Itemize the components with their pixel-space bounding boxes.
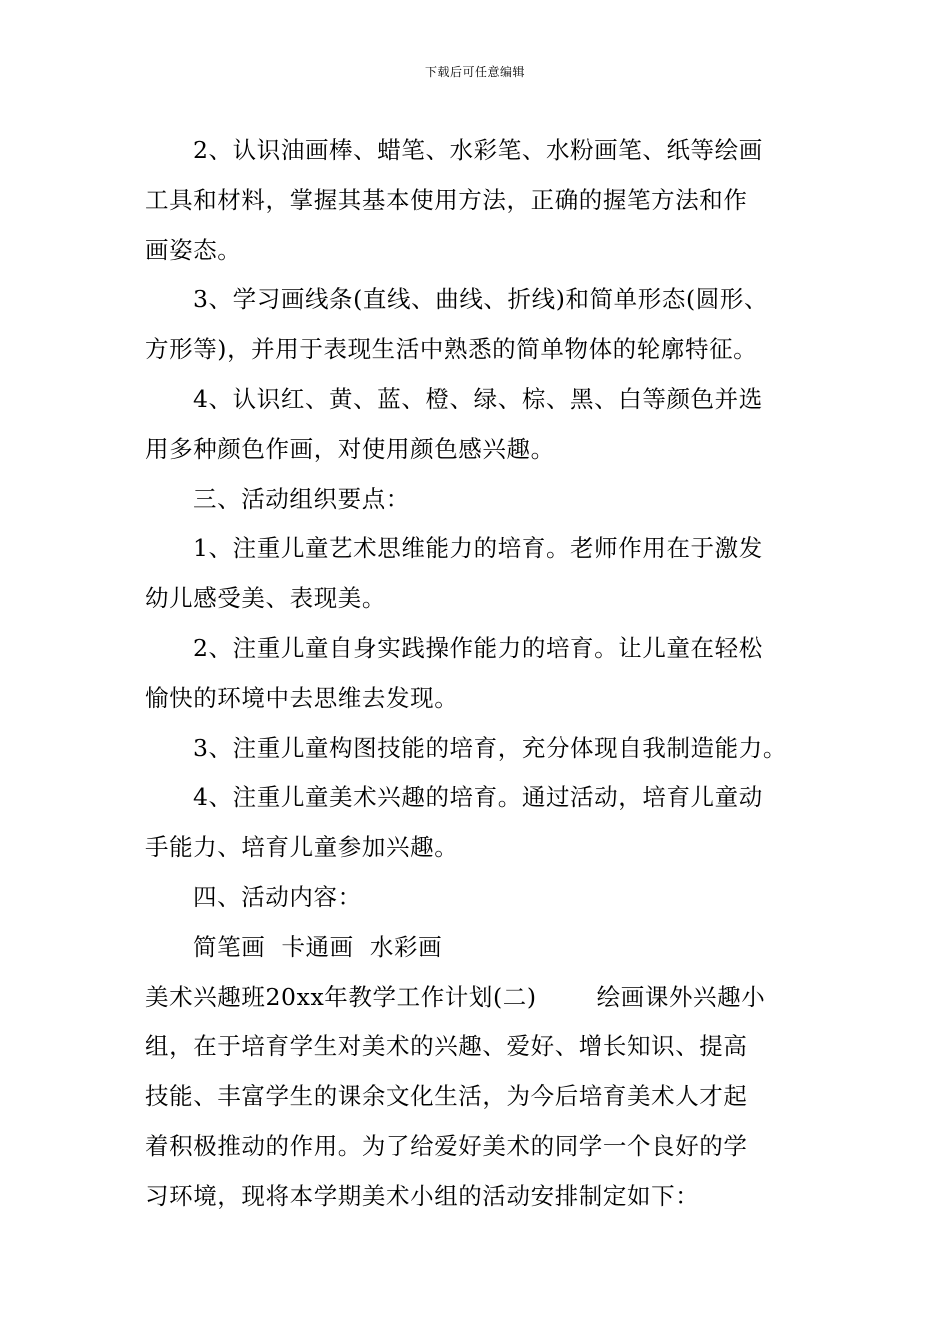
- text-line: 习环境，现将本学期美术小组的活动安排制定如下：: [145, 1181, 700, 1210]
- text-line: 3、注重儿童构图技能的培育，充分体现自我制造能力。: [193, 733, 787, 762]
- section-heading: 四、活动内容：: [193, 882, 362, 911]
- plan-title: 美术兴趣班20xx年教学工作计划(二): [145, 982, 537, 1011]
- text-line: 工具和材料，掌握其基本使用方法，正确的握笔方法和作: [145, 185, 748, 214]
- section-heading: 三、活动组织要点：: [193, 484, 410, 513]
- text-line: 画姿态。: [145, 235, 242, 264]
- text-line: 简笔画 卡通画 水彩画: [193, 932, 443, 961]
- text-line: 着积极推动的作用。为了给爱好美术的同学一个良好的学: [145, 1131, 748, 1160]
- text-line: 愉快的环境中去思维去发现。: [145, 683, 459, 712]
- text-line: 方形等)，并用于表现生活中熟悉的简单物体的轮廓特征。: [145, 335, 758, 364]
- text-line: 手能力、培育儿童参加兴趣。: [145, 833, 459, 862]
- text-line: 幼儿感受美、表现美。: [145, 584, 386, 613]
- text-line: 2、认识油画棒、蜡笔、水彩笔、水粉画笔、纸等绘画: [193, 136, 763, 164]
- text-line: 4、注重儿童美术兴趣的培育。通过活动，培育儿童动: [193, 783, 763, 812]
- text-line: 4、认识红、黄、蓝、橙、绿、棕、黑、白等颜色并选: [193, 384, 763, 413]
- text-line: 组，在于培育学生对美术的兴趣、爱好、增长知识、提高: [145, 1032, 748, 1061]
- document-body: [145, 126, 825, 1222]
- text-fragment: 绘画课外兴趣小: [596, 982, 766, 1011]
- text-line: 1、注重儿童艺术思维能力的培育。老师作用在于激发: [193, 534, 763, 563]
- page-header-note: 下载后可任意编辑: [424, 65, 525, 79]
- text-line: 用多种颜色作画，对使用颜色感兴趣。: [145, 434, 555, 463]
- text-line: 技能、丰富学生的课余文化生活，为今后培育美术人才起: [145, 1082, 748, 1111]
- text-line: 3、学习画线条(直线、曲线、折线)和简单形态(圆形、: [193, 285, 769, 314]
- text-line: [145, 973, 825, 1023]
- text-line: 2、注重儿童自身实践操作能力的培育。让儿童在轻松: [193, 633, 763, 662]
